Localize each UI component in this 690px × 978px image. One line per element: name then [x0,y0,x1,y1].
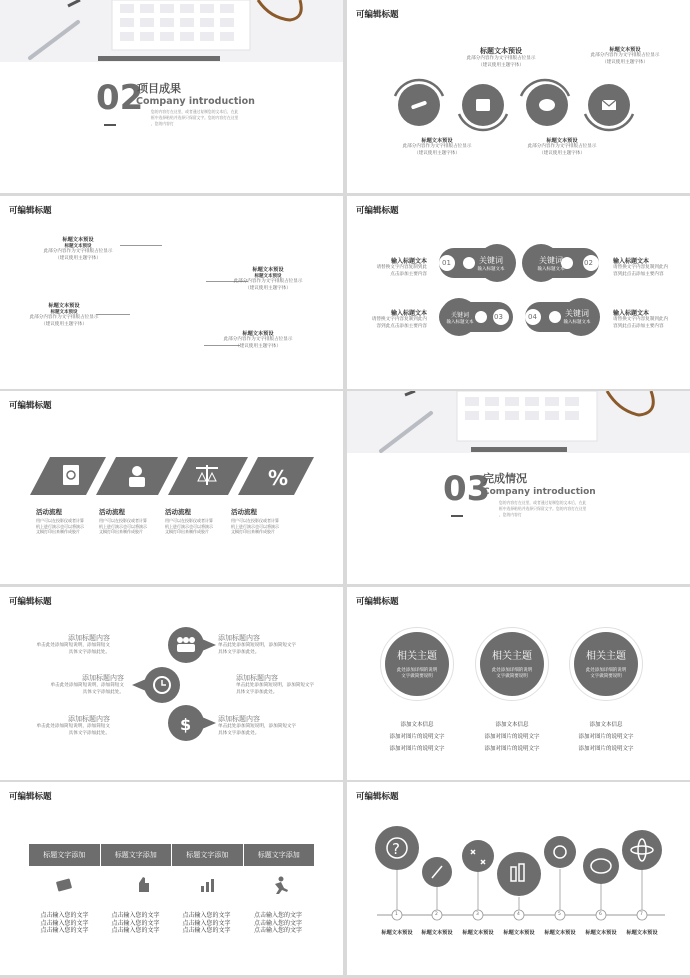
section-subtitle: Company introduction [136,96,255,107]
divider [451,515,463,517]
slide-title: 可编辑标题 [9,597,52,607]
flow-item-1: 活动流程 用户可以在投影仪或者计算 机上进行演示也可以将演示 文稿打印出来制作成胶片 [36,508,84,534]
section-desc: 您的内容打在这里，或者通过复制您的文本后，在此 框中选择粘贴并选择只保留文字。您的内容打在这里 ，您的内容打 [499,500,587,517]
text-block-4: 标题文本预设 此部分内容作为文字排版占位显示 （建议使用主题字体） [223,331,293,349]
slide-title: 可编辑标题 [356,206,399,216]
slide-title: 可编辑标题 [356,10,399,20]
palette-icon [583,848,619,884]
column-4: 点击输入您的文字 点击输入您的文字 点击输入您的文字 [253,912,302,934]
keyword-1: 关键词 输入标题文本 [477,256,505,272]
thumbs-up-icon [131,877,149,892]
step-label-7: 标题文本预设 [626,930,658,936]
slide-title: 可编辑标题 [9,401,52,411]
slide-title: 可编辑标题 [9,792,52,802]
column-2: 点击输入您的文字 点击输入您的文字 点击输入您的文字 [111,912,160,934]
info-1: 添加文本信息 添加对图片的说明文字 添加对图片的说明文字 [389,722,445,752]
keyword-2: 关键词 输入标题文本 [537,256,565,272]
connector-3 [96,314,130,315]
strategy-icon [462,840,494,872]
section-title: 项目成果 [137,82,181,95]
parallelogram-banner [30,457,314,495]
slide-6 [347,391,690,584]
step-label-2: 标题文本预设 [421,930,453,936]
section-desc: 您的内容打在这里，或者通过复制您的文本后，在此 框中选择粘贴并选择只保留文字。您的内容打在这里 ，您的内容打 [151,109,239,126]
desk-photo [347,391,690,453]
item-bottom-2: 标题文本预设 此部分内容作为文字排版占位显示 （建议使用主题字体） [527,138,597,156]
keyword-3: 关键词 输入标题文本 [446,312,474,325]
column-3: 点击输入您的文字 点击输入您的文字 点击输入您的文字 [182,912,231,934]
header-cell-2: 标题文字添加 [101,844,173,866]
divider [104,124,116,126]
runner-icon [279,877,284,882]
desk-photo [0,0,343,62]
item-top-1: 标题文本预设 此部分内容作为文字排版占位显示 （建议使用主题字体） [466,47,536,68]
accent-bar [98,56,220,61]
bar-chart-icon [201,886,204,892]
info-2: 添加文本信息 添加对图片的说明文字 添加对图片的说明文字 [484,722,540,752]
slide-7 [0,587,343,780]
header-cell-1: 标题文字添加 [29,844,101,866]
side-text-2: 输入标题文本 请替换文字内容复制到此内 容到此点击添加主要内容 [613,258,669,277]
right-item-3: 添加标题内容 单击此处添加简短说明，添加简短文字 具体文字添加此处。 [218,715,297,736]
slide-9 [0,782,343,975]
left-item-3: 添加标题内容 单击此处添加简短说明，添加简短文 具体文字添加此处。 [36,715,110,736]
header-cell-4: 标题文字添加 [257,851,300,859]
text-block-3: 标题文本预设 标题文本预设 此部分内容作为文字排版占位显示 （建议使用主题字体） [29,303,99,327]
person-icon [132,466,142,476]
column-1: 点击输入您的文字 点击输入您的文字 点击输入您的文字 [40,912,89,934]
step-number-7: 7 [640,912,643,917]
step-label-5: 标题文本预设 [544,930,576,936]
section-title: 完成情况 [483,472,527,485]
num-04: 04 [528,313,537,321]
topic-circle-1: 相关主题 此处添加详细的说明 文字做简要说明 [385,632,449,696]
svg-text:?: ? [392,840,400,858]
accent-bar [471,447,567,452]
connector-1 [120,245,162,246]
slide-10 [347,782,690,975]
slide-4 [347,196,690,389]
step-number-1: 1 [395,912,398,917]
num-02: 02 [584,259,593,267]
section-subtitle: Company introduction [483,487,596,497]
slide-2 [347,0,690,193]
right-item-2: 添加标题内容 单击此处添加简短说明，添加简短文字 具体文字添加此处。 [236,674,315,695]
step-number-2: 2 [435,912,438,917]
slide-5 [0,391,343,584]
step-number-4: 4 [517,912,520,917]
step-label-6: 标题文本预设 [585,930,617,936]
side-text-1: 输入标题文本 请替换文字内容复制到此 点击添加主要内容 [376,258,427,277]
circle-chain [387,72,677,138]
slide-title: 可编辑标题 [9,206,52,216]
left-item-1: 添加标题内容 单击此处添加简短说明，添加简短文 具体文字添加此处。 [36,634,110,655]
document-search-icon [63,465,79,485]
right-item-1: 添加标题内容 单击此处添加简短说明，添加简短文字 具体文字添加此处。 [218,634,297,655]
step-label-4: 标题文本预设 [503,930,535,936]
side-text-3: 输入标题文本 请替换文字内容复制到此内 容到此点击添加主要内容 [371,310,427,329]
item-top-3: 标题文本预设 此部分内容作为文字排版占位显示 （建议使用主题字体） [590,47,660,65]
section-number: 02 [96,78,144,118]
header-bar [29,844,314,866]
slide-title: 可编辑标题 [356,597,399,607]
group-icon [177,637,183,643]
item-bottom-0: 标题文本预设 此部分内容作为文字排版占位显示 （建议使用主题字体） [402,138,472,156]
topic-circle-3: 相关主题 此处添加详细的说明 文字做简要说明 [574,632,638,696]
slide-1 [0,0,343,193]
header-photo [347,391,690,453]
side-text-4: 输入标题文本 请替换文字内容复制到此内 容到此点击添加主要内容 [613,310,669,329]
pin-icons [128,625,218,745]
atom-icon [622,830,662,870]
slide-3 [0,196,343,389]
header-photo [0,0,343,62]
text-block-2: 标题文本预设 标题文本预设 此部分内容作为文字排版占位显示 （建议使用主题字体） [233,267,303,291]
info-3: 添加文本信息 添加对图片的说明文字 添加对图片的说明文字 [578,722,634,752]
slide-8 [347,587,690,780]
dollar-icon: $ [180,715,192,734]
num-01: 01 [442,259,451,267]
topic-circle-2: 相关主题 此处添加详细的说明 文字做简要说明 [480,632,544,696]
left-item-2: 添加标题内容 单击此处添加简短说明，添加简短文 具体文字添加此处。 [50,674,124,695]
keyword-4: 关键词 输入标题文本 [563,309,591,325]
gear-icon [544,836,576,868]
step-number-5: 5 [558,912,561,917]
flow-item-2: 活动流程 用户可以在投影仪或者计算 机上进行演示也可以将演示 文稿打印出来制作成胶片 [99,508,147,534]
section-number: 03 [443,469,491,509]
flow-item-4: 活动流程 用户可以在投影仪或者计算 机上进行演示也可以将演示 文稿打印出来制作成胶片 [231,508,279,534]
text-block-1: 标题文本预设 标题文本预设 此部分内容作为文字排版占位显示 （建议使用主题字体） [43,237,113,261]
step-label-1: 标题文本预设 [381,930,413,936]
num-03: 03 [494,313,503,321]
dollar-stack-icon [56,878,72,891]
step-label-3: 标题文本预设 [462,930,494,936]
header-cell-3: 标题文字添加 [172,844,244,866]
step-number-6: 6 [599,912,602,917]
column-icons [29,876,314,896]
step-number-3: 3 [476,912,479,917]
percent-icon: % [268,466,289,490]
flow-item-3: 活动流程 用户可以在投影仪或者计算 机上进行演示也可以将演示 文稿打印出来制作成胶片 [165,508,213,534]
slide-title: 可编辑标题 [356,792,399,802]
